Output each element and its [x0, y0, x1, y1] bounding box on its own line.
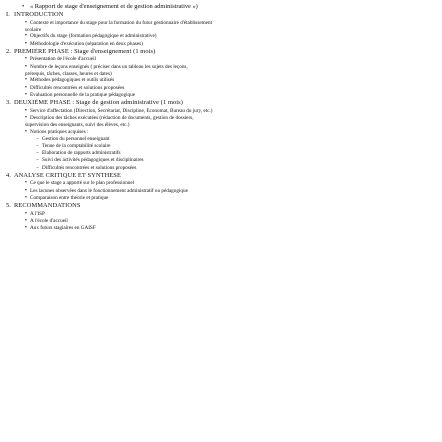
bullet-icon: • [24, 210, 27, 217]
list-item [4, 211, 436, 218]
section-heading [4, 11, 436, 20]
list-item-text: Gestion du personnel enseignant [42, 135, 110, 142]
bullet-icon: • [24, 225, 27, 232]
list-item [4, 165, 436, 172]
section-number: 3. [6, 99, 11, 106]
list-item [4, 218, 436, 225]
list-item-text: Nombre de leçons enseignés ( préciser dans un tableau les sujets des leçons, [30, 63, 188, 70]
list-item [4, 85, 436, 92]
bullet-icon: • [24, 33, 27, 40]
bullet-icon: • [24, 56, 27, 63]
section-heading [4, 99, 436, 108]
list-item [4, 56, 436, 63]
list-item-text: À l'ISP [30, 210, 45, 217]
list-item-text: Présentation de l'école d'accueil [30, 56, 96, 63]
list-item-text: Comparaison entre théorie et pratique [30, 194, 109, 201]
list-item [4, 225, 436, 232]
list-item [4, 143, 436, 150]
bullet-icon: • [24, 84, 27, 91]
list-item-text: Suivi des activités pédagogiques et disciplinaires [42, 157, 144, 164]
section-heading-text: PREMIÈRE PHASE : Stage d'enseignement (1 mois) [14, 47, 156, 55]
list-item [4, 64, 436, 71]
list-item-text: Élaboration de rapports administratifs [42, 150, 121, 157]
list-item-text: Méthodologie d'exécution (séparation en deux phases) [30, 40, 143, 47]
list-item [4, 157, 436, 164]
list-item [4, 92, 436, 99]
document-title-text: « Rapport de stage d'enseignement et de gestion administrative ») [30, 3, 198, 10]
document-title [4, 2, 436, 11]
list-item-text: scolaire [25, 26, 42, 33]
bullet-icon: • [24, 187, 27, 194]
list-item [4, 195, 436, 202]
bullet-icon: • [24, 107, 27, 114]
section-heading [4, 202, 436, 211]
bullet-icon: • [24, 194, 27, 201]
list-item [4, 136, 436, 143]
outline [4, 11, 436, 232]
list-item-continuation [4, 122, 436, 129]
list-item [4, 41, 436, 48]
section-heading [4, 48, 436, 57]
list-item [4, 115, 436, 122]
section-number: 5. [6, 202, 11, 210]
list-item-text: prérequis, tâches, classes, heures et dates) [25, 70, 112, 77]
bullet-icon: • [24, 128, 27, 135]
bullet-icon: • [24, 217, 27, 224]
list-item [4, 33, 436, 40]
bullet-icon: • [24, 77, 27, 84]
dash-icon: – [36, 150, 39, 157]
bullet-icon: • [24, 91, 27, 98]
list-item-text: Tenue de la comptabilité scolaire [42, 143, 111, 149]
bullet-icon: • [24, 19, 27, 26]
bullet-icon: • [22, 3, 25, 10]
section-number: 4. [6, 171, 11, 179]
list-item [4, 188, 436, 195]
list-item [4, 108, 436, 115]
dash-icon: – [36, 143, 39, 149]
dash-icon: – [36, 164, 39, 171]
section-heading-text: RECOMMANDATIONS [14, 202, 81, 210]
list-item-text: À l'école d'accueil [30, 217, 68, 224]
dash-icon: – [36, 135, 39, 142]
list-item [4, 150, 436, 157]
section-heading [4, 172, 436, 181]
list-item-text: Les lacunes observées dans le fonctionnement administratif ou pédagogique [30, 187, 188, 194]
list-item-text: Méthodes pédagogiques et outils utilisés [30, 77, 115, 84]
list-item-text: Description des tâches exécutées (rédaction de documents, gestion de dossiers, [30, 114, 194, 121]
list-item-text: Notions pratiques acquises : [30, 128, 89, 135]
list-item-text: supervision des enseignants, suivi des élèves, etc.) [25, 122, 130, 128]
list-item-text: Évaluation personnelle de la pratique pédagogique [30, 91, 136, 98]
list-item-continuation [4, 71, 436, 78]
section-number: 2. [6, 47, 11, 55]
list-item-text: Ce que le stage a apporté sur le plan professionnel [30, 180, 135, 187]
list-item-text: Service d'affectation (Direction, Secrétariat, Discipline, Économat, Bureau du jury, etc.) [30, 107, 213, 114]
list-item [4, 180, 436, 187]
section-heading-text: INTRODUCTION [14, 11, 64, 18]
list-item-continuation [4, 27, 436, 34]
list-item [4, 77, 436, 84]
list-item-text: Difficultés rencontrées et solutions proposées [30, 84, 125, 91]
section-heading-text: ANALYSE CRITIQUE ET SYNTHESE [14, 171, 121, 179]
list-item-text: Aux futurs stagiaires en GAISF [30, 225, 96, 232]
list-item-text: Objectifs du stage (formation pédagogique et administrative) [30, 33, 157, 40]
section-heading-text: DEUXIÈME PHASE : Stage de gestion administrative (1 mois) [14, 99, 183, 106]
list-item [4, 20, 436, 27]
section-number: I. [6, 11, 10, 18]
dash-icon: – [36, 157, 39, 164]
list-item-text: Difficultés rencontrées et solutions proposées [42, 164, 137, 171]
bullet-icon: • [24, 63, 27, 70]
list-item [4, 129, 436, 136]
bullet-icon: • [24, 114, 27, 121]
bullet-icon: • [24, 180, 27, 187]
list-item-text: Contexte et importance du stage pour la formation du futur gestionnaire d'établissement [30, 19, 213, 26]
bullet-icon: • [24, 40, 27, 47]
